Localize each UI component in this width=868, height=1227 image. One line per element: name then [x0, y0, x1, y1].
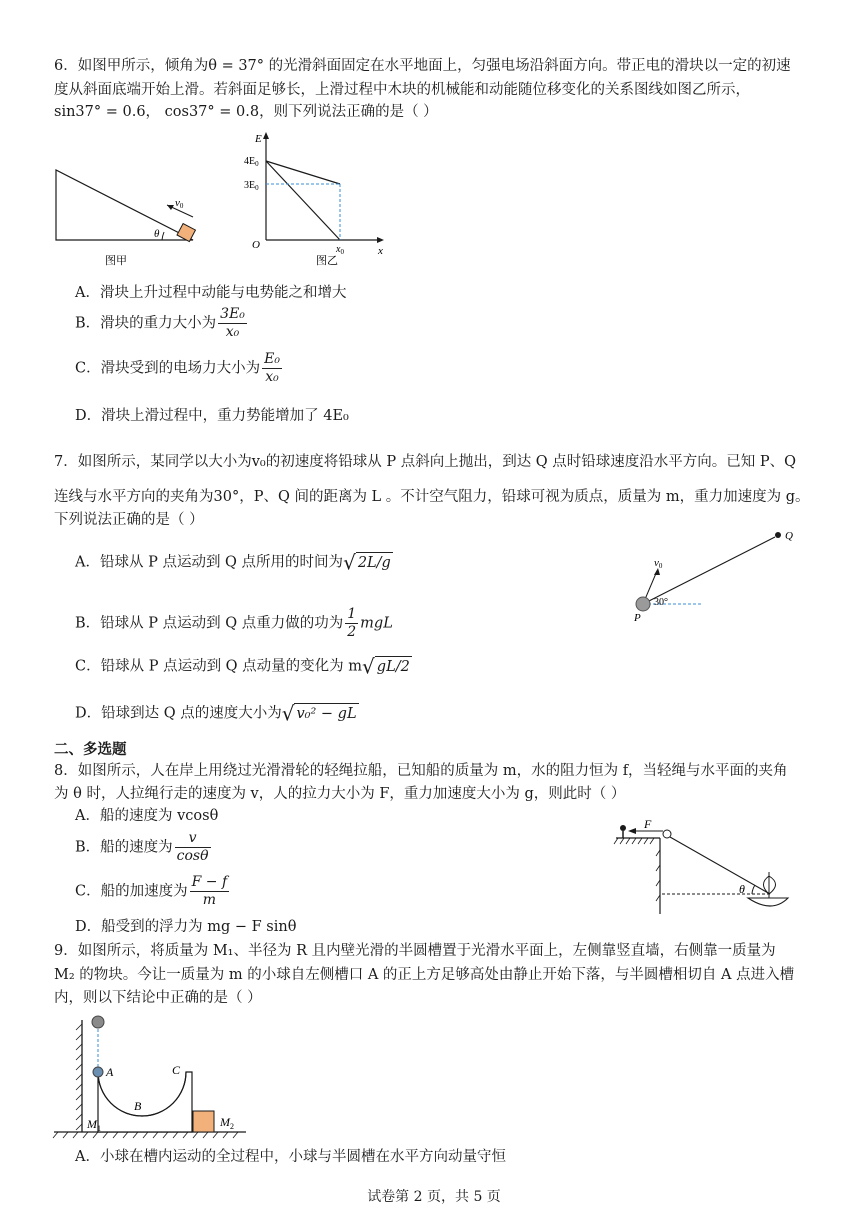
q6-stem-line3: sin37° = 0.6， cos37° = 0.8，则下列说法正确的是（ ） — [54, 104, 438, 120]
q8-figure-boat — [612, 810, 802, 920]
svg-text:4E0: $4E_0$ — [244, 156, 259, 168]
block-m2 — [193, 1111, 214, 1132]
q6-figure-graph — [240, 128, 395, 268]
q6-stem-line2: 度从斜面底端开始上滑。若斜面足够长，上滑过程中木块的机械能和动能随位移变化的关系图线如图乙所示， — [54, 82, 750, 98]
q6-option-c-text: C．滑块受到的电场力大小为 — [75, 360, 261, 377]
x-label-x0: x — [336, 244, 341, 255]
q8-option-c[interactable]: C．船的加速度为 $\frac{F - f}{m}$ — [75, 874, 228, 908]
svg-text:M2: $M_2$ — [220, 1115, 234, 1131]
point-q-label: Q — [785, 530, 793, 542]
q7-option-c[interactable]: C．铅球从 P 点运动到 Q 点动量的变化为 m√ gL/2 — [75, 654, 410, 679]
q7-option-b-text: B．铅球从 P 点运动到 Q 点重力做的功为 — [75, 615, 344, 632]
q7-figure-projectile — [625, 525, 795, 625]
y-label-4e0: 4E — [244, 156, 256, 167]
q7-stem-line1: 7．如图所示，某同学以大小为v₀的初速度将铅球从 P 点斜向上抛出，到达 Q 点时铅球速度沿水平方向。已知 P、Q — [54, 454, 797, 470]
point-b-label: B — [134, 1099, 142, 1113]
q7-option-c-text: C．铅球从 P 点运动到 Q 点动量的变化为 m — [75, 658, 363, 675]
svg-text:M1: $M_1$ — [87, 1117, 101, 1133]
q9-stem-line1: 9．如图所示，将质量为 M₁、半径为 R 且内壁光滑的半圆槽置于光滑水平面上，左侧靠竖直墙，右侧靠一质量为 — [54, 943, 776, 959]
point-c-label: C — [172, 1063, 181, 1077]
q8-stem-line1: 8．如图所示，人在岸上用绕过光滑滑轮的轻绳拉船，已知船的质量为 m，水的阻力恒为 f，当轻绳与水平面的夹角 — [54, 763, 788, 779]
q8-theta-label: θ — [739, 882, 745, 896]
q9-stem-line3: 内，则以下结论中正确的是（ ） — [54, 990, 262, 1006]
q6-option-c[interactable]: C．滑块受到的电场力大小为 $\frac{\text{E₀}}{\text{x₀}}$ — [75, 351, 280, 385]
q7-stem-line3: 下列说法正确的是（ ） — [54, 512, 204, 528]
svg-text:x0: $x_0$ — [336, 244, 344, 256]
q8-option-d[interactable]: D．船受到的浮力为 mg − F sinθ — [75, 919, 297, 935]
q8-option-a[interactable]: A．船的速度为 vcosθ — [75, 808, 219, 824]
angle-30-label: 30° — [654, 597, 668, 608]
point-p-label: P — [634, 612, 641, 624]
q8-option-b[interactable]: B．船的速度为 $\frac{v}{\cos\theta}$ — [75, 830, 209, 864]
page-footer: 试卷第 2 页，共 5 页 — [367, 1189, 501, 1205]
boat-hull — [748, 898, 788, 906]
v0-label: v — [175, 197, 180, 209]
shot-ball — [636, 597, 650, 611]
q9-stem-line2: M₂ 的物块。今让一质量为 m 的小球自左侧槽口 A 的正上方足够高处由静止开始下落，与半圆槽相切自 A 点进入槽 — [54, 967, 795, 983]
q9-figure-half-groove — [50, 1010, 260, 1145]
m2-label: M — [220, 1115, 230, 1129]
ball-at-a — [93, 1067, 103, 1077]
q6-option-a[interactable]: A．滑块上升过程中动能与电势能之和增大 — [75, 285, 347, 301]
point-a-label: A — [106, 1065, 114, 1079]
q6-option-d[interactable]: D．滑块上滑过程中，重力势能增加了 4E₀ — [75, 408, 349, 424]
q9-option-a[interactable]: A．小球在槽内运动的全过程中，小球与半圆槽在水平方向动量守恒 — [75, 1149, 506, 1165]
svg-text:v0: v0 — [175, 197, 184, 210]
svg-text:v0: v0 — [654, 557, 663, 570]
axis-x: x — [378, 245, 383, 257]
slider-block — [177, 224, 195, 242]
q7-option-d[interactable]: D．铅球到达 Q 点的速度大小为√ v₀² − gL — [75, 701, 357, 726]
q6-figure-incline — [50, 160, 210, 270]
axis-e: E — [255, 133, 262, 145]
fig-caption-a: 图甲 — [105, 255, 127, 267]
q7-option-b[interactable]: B．铅球从 P 点运动到 Q 点重力做的功为 $\frac{1}{2}$ mgL — [75, 606, 393, 640]
q8-stem-line2: 为 θ 时，人拉绳行走的速度为 v，人的拉力大小为 F，重力加速度大小为 g，则此时（ ） — [54, 786, 626, 802]
y-label-3e0: 3E — [244, 180, 256, 191]
q6-theta-label: θ — [154, 228, 160, 240]
q6-stem-line1: 6．如图甲所示，倾角为θ = 37° 的光滑斜面固定在水平地面上，匀强电场沿斜面方向。带正电的滑块以一定的初速 — [54, 58, 791, 74]
q7-v0-label: v — [654, 557, 659, 569]
section-multi-choice-heading: 二、多选题 — [54, 742, 127, 758]
q7-option-d-text: D．铅球到达 Q 点的速度大小为 — [75, 705, 282, 722]
q8-option-c-text: C．船的加速度为 — [75, 883, 188, 900]
q7-option-a[interactable]: A．铅球从 P 点运动到 Q 点所用的时间为√ 2L/g — [75, 550, 391, 575]
q6-option-b[interactable]: B．滑块的重力大小为 $\frac{\text{3E₀}}{\text{x₀}}$ — [75, 306, 245, 340]
q8-option-b-text: B．船的速度为 — [75, 839, 173, 856]
force-f-label: F — [644, 817, 652, 831]
q7-option-a-text: A．铅球从 P 点运动到 Q 点所用的时间为 — [75, 554, 344, 571]
fig-caption-b: 图乙 — [316, 255, 338, 267]
m1-label: M — [87, 1117, 97, 1131]
falling-ball — [92, 1016, 104, 1028]
svg-text:3E0: $3E_0$ — [244, 180, 259, 192]
q6-option-b-text: B．滑块的重力大小为 — [75, 315, 217, 332]
origin-o: O — [252, 239, 260, 251]
half-groove — [98, 1072, 192, 1132]
q7-stem-line2: 连线与水平方向的夹角为30°，P、Q 间的距离为 L 。不计空气阻力，铅球可视为质点，质量为 m，重力加速度为 g。 — [54, 489, 810, 505]
